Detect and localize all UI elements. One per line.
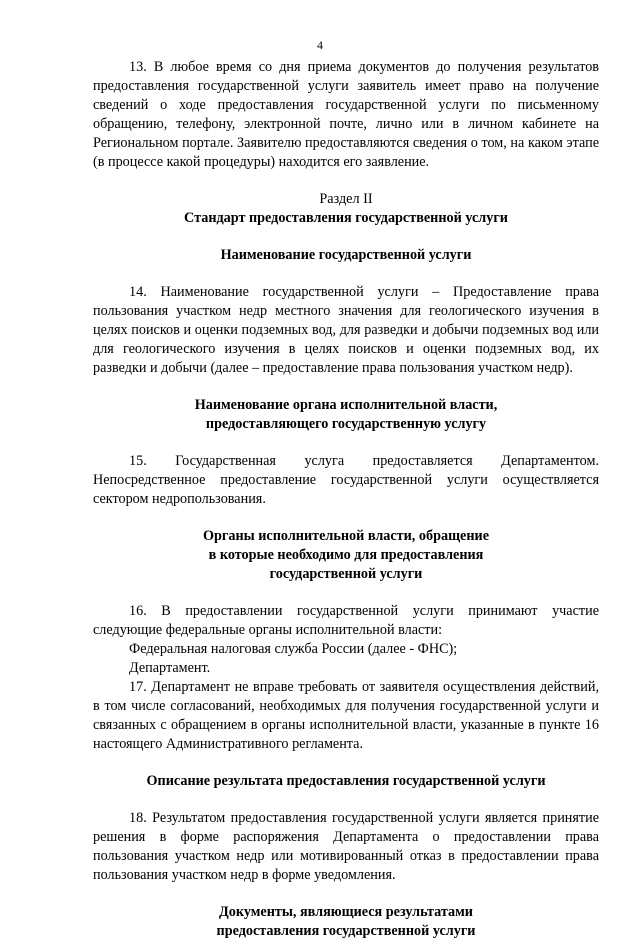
paragraph-17: 17. Департамент не вправе требовать от заявителя осуществления действий, в том числе согласований, необходимых для получения государственной услуги и связанных с обращением в органы исполнительной власти, указанные в пункте 16 настоящего Административного регламента. xyxy=(93,679,599,752)
section-label: Раздел II xyxy=(319,191,373,207)
heading-docs-line1: Документы, являющиеся результатами xyxy=(219,904,473,920)
page-number: 4 xyxy=(317,38,323,52)
heading-result: Описание результата предоставления государственной услуги xyxy=(146,773,546,789)
section-title: Стандарт предоставления государственной услуги xyxy=(184,210,508,226)
heading-service-name: Наименование государственной услуги xyxy=(220,247,472,263)
paragraph-16: 16. В предоставлении государственной услуги принимают участие следующие федеральные органы исполнительной власти: xyxy=(93,603,599,638)
paragraph-14: 14. Наименование государственной услуги – Предоставление права пользования участком недр местного значения для геологического изучения в целях поисков и оценки подземных вод, для разведки и добычи подземных вод или для геологического изучения в целях поисков и оценки подземных вод, их разведки и добычи (далее – предоставление права пользования участком недр). xyxy=(93,284,599,376)
paragraph-16-item-fns: Федеральная налоговая служба России (далее - ФНС); xyxy=(129,641,458,657)
document-body xyxy=(93,58,599,941)
paragraph-13: 13. В любое время со дня приема документов до получения результатов предоставления государственной услуги заявитель имеет право на получение сведений о ходе предоставления государственной услуги по письменному обращению, телефону, электронной почте, лично или в личном кабинете на Региональном портале. Заявителю предоставляются сведения о том, на каком этапе (в процессе какой процедуры) находится его заявление. xyxy=(93,59,599,170)
heading-org-line2: предоставляющего государственную услугу xyxy=(205,416,487,432)
paragraph-16-item-department: Департамент. xyxy=(129,660,211,676)
paragraph-18: 18. Результатом предоставления государственной услуги является принятие решения в форме распоряжения Департамента о предоставлении права пользования участком недр или мотивированный отказ в предоставлении права пользования участком недр в форме уведомления. xyxy=(93,810,599,883)
heading-docs-line2: предоставления государственной услуги xyxy=(216,923,476,939)
heading-org-line1: Наименование органа исполнительной власти, xyxy=(194,397,498,413)
heading-bodies-line3: государственной услуги xyxy=(269,566,423,582)
paragraph-15: 15. Государственная услуга предоставляется Департаментом. Непосредственное предоставление государственной услуги осуществляется сектором недропользования. xyxy=(93,453,599,507)
heading-bodies-line1: Органы исполнительной власти, обращение xyxy=(203,528,489,544)
heading-bodies-line2: в которые необходимо для предоставления xyxy=(208,547,484,563)
